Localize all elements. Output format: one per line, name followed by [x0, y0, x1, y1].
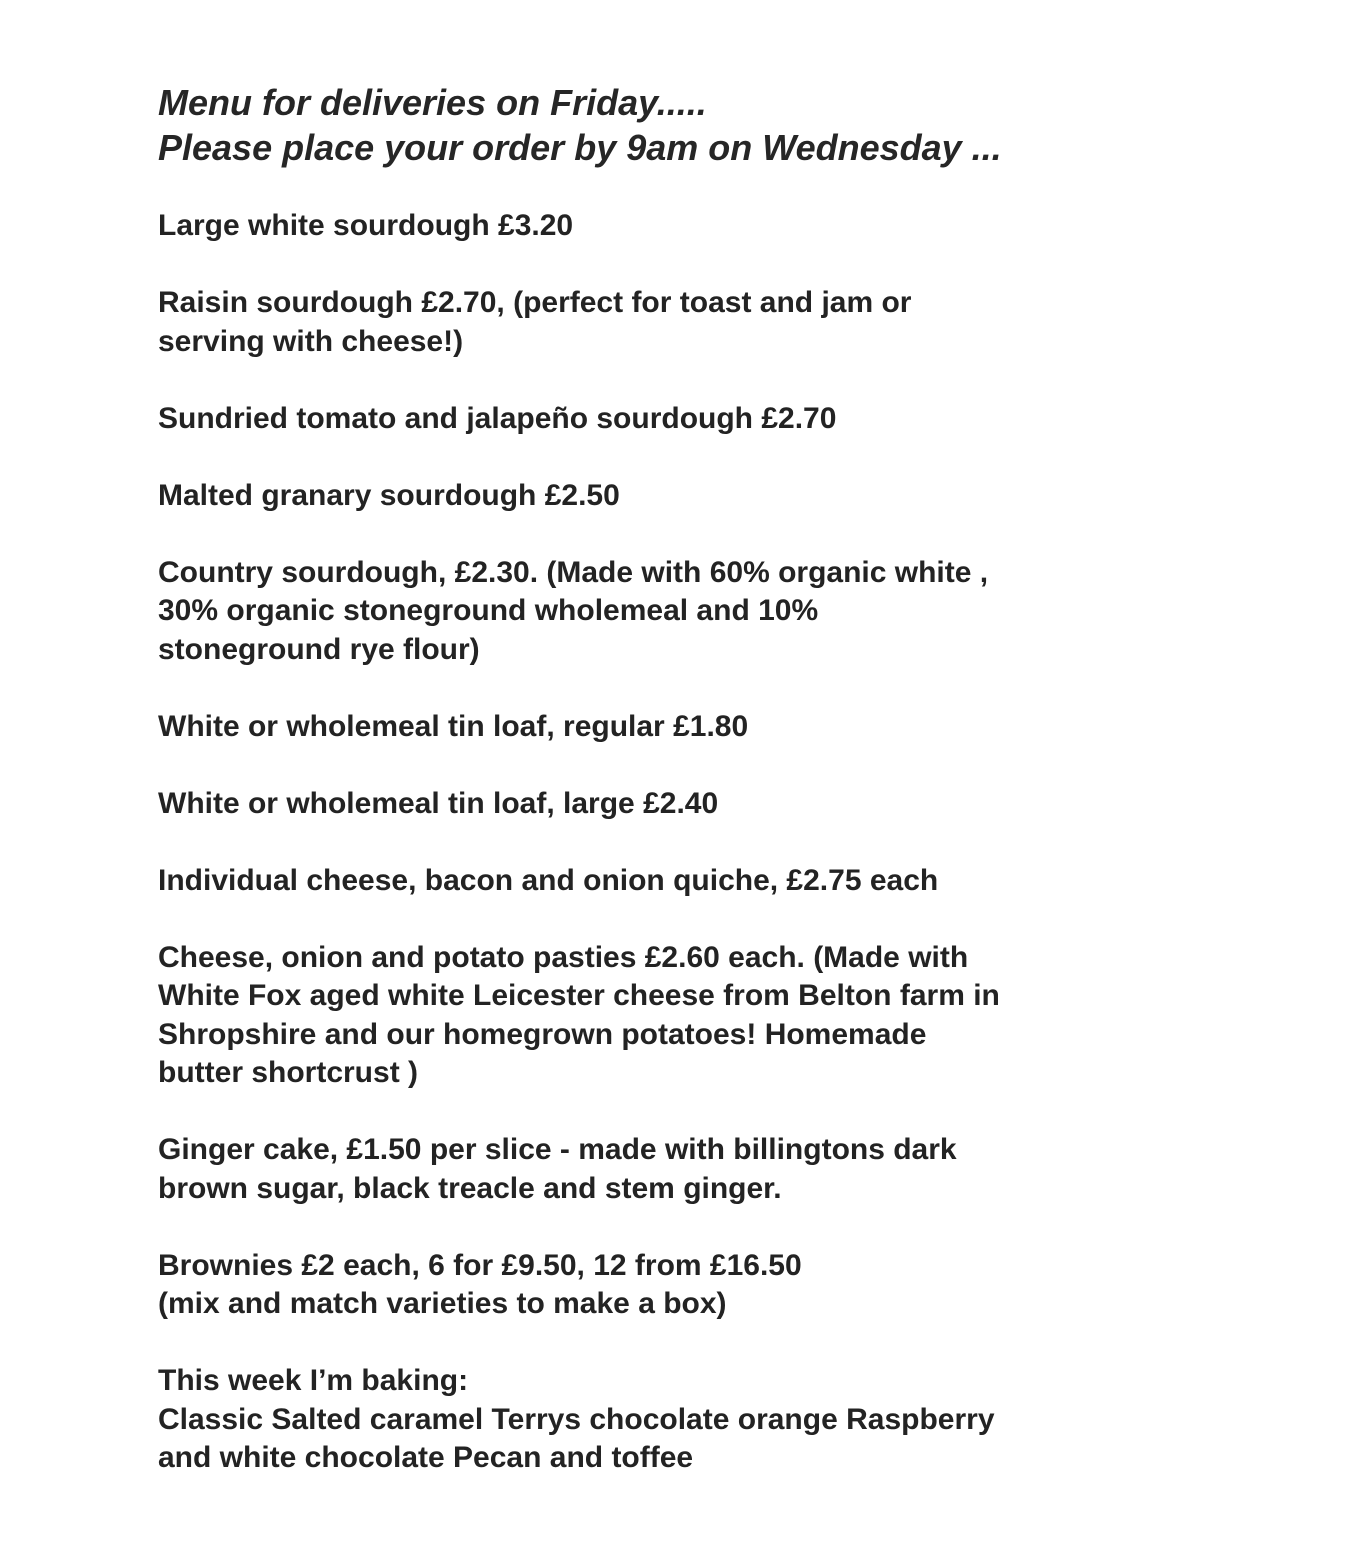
menu-item-line: (mix and match varieties to make a box)	[158, 1287, 727, 1320]
menu-item-line: butter shortcrust )	[158, 1056, 419, 1089]
menu-item-country-sourdough	[158, 554, 1158, 670]
heading-line-order-deadline: Please place your order by 9am on Wednesday ...	[158, 127, 1002, 168]
menu-item-tin-loaf-regular	[158, 708, 1158, 747]
menu-item-line: Classic Salted caramel Terrys chocolate orange Raspberry	[158, 1402, 995, 1436]
menu-item-line: White or wholemeal tin loaf, regular £1.80	[158, 709, 749, 743]
menu-item-large-white-sourdough	[158, 207, 1158, 246]
menu-item-line: White or wholemeal tin loaf, large £2.40	[158, 786, 719, 820]
menu-heading	[158, 80, 1158, 170]
menu-item-raisin-sourdough	[158, 284, 1158, 361]
menu-item-line: Brownies £2 each, 6 for £9.50, 12 from £16.50	[158, 1248, 802, 1282]
menu-item-line: Cheese, onion and potato pasties £2.60 each. (Made with	[158, 940, 969, 974]
menu-item-line: This week I’m baking:	[158, 1364, 469, 1397]
menu-item-this-week-baking	[158, 1362, 1158, 1478]
menu-item-line: Sundried tomato and jalapeño sourdough £2.70	[158, 401, 837, 435]
menu-item-line: and white chocolate Pecan and toffee	[158, 1441, 694, 1474]
menu-item-brownies	[158, 1247, 1158, 1324]
menu-item-line: Raisin sourdough £2.70, (perfect for toast and jam or	[158, 286, 912, 319]
menu-item-pasties	[158, 939, 1158, 1093]
menu-item-line: 30% organic stoneground wholemeal and 10%	[158, 594, 819, 627]
menu-item-line: Large white sourdough £3.20	[158, 209, 574, 242]
menu-item-line: Ginger cake, £1.50 per slice - made with billingtons dark	[158, 1133, 957, 1166]
menu-item-malted-granary-sourdough	[158, 477, 1158, 516]
menu-item-tin-loaf-large	[158, 785, 1158, 824]
menu-item-line: Malted granary sourdough £2.50	[158, 478, 620, 512]
menu-item-quiche	[158, 862, 1158, 901]
menu-item-line: Individual cheese, bacon and onion quiche, £2.75 each	[158, 863, 939, 897]
menu-item-sundried-tomato-sourdough	[158, 400, 1158, 439]
menu-item-line: serving with cheese!)	[158, 324, 464, 358]
menu-item-line: Shropshire and our homegrown potatoes! Homemade	[158, 1017, 927, 1051]
menu-item-line: stoneground rye flour)	[158, 632, 480, 666]
heading-line-delivery-day: Menu for deliveries on Friday.....	[158, 82, 707, 123]
menu-item-line: Country sourdough, £2.30. (Made with 60% organic white ,	[158, 555, 989, 589]
menu-item-line: brown sugar, black treacle and stem ginger.	[158, 1171, 782, 1205]
menu-item-line: White Fox aged white Leicester cheese from Belton farm in	[158, 979, 1000, 1012]
menu-document	[158, 80, 1158, 1516]
menu-item-ginger-cake	[158, 1131, 1158, 1208]
